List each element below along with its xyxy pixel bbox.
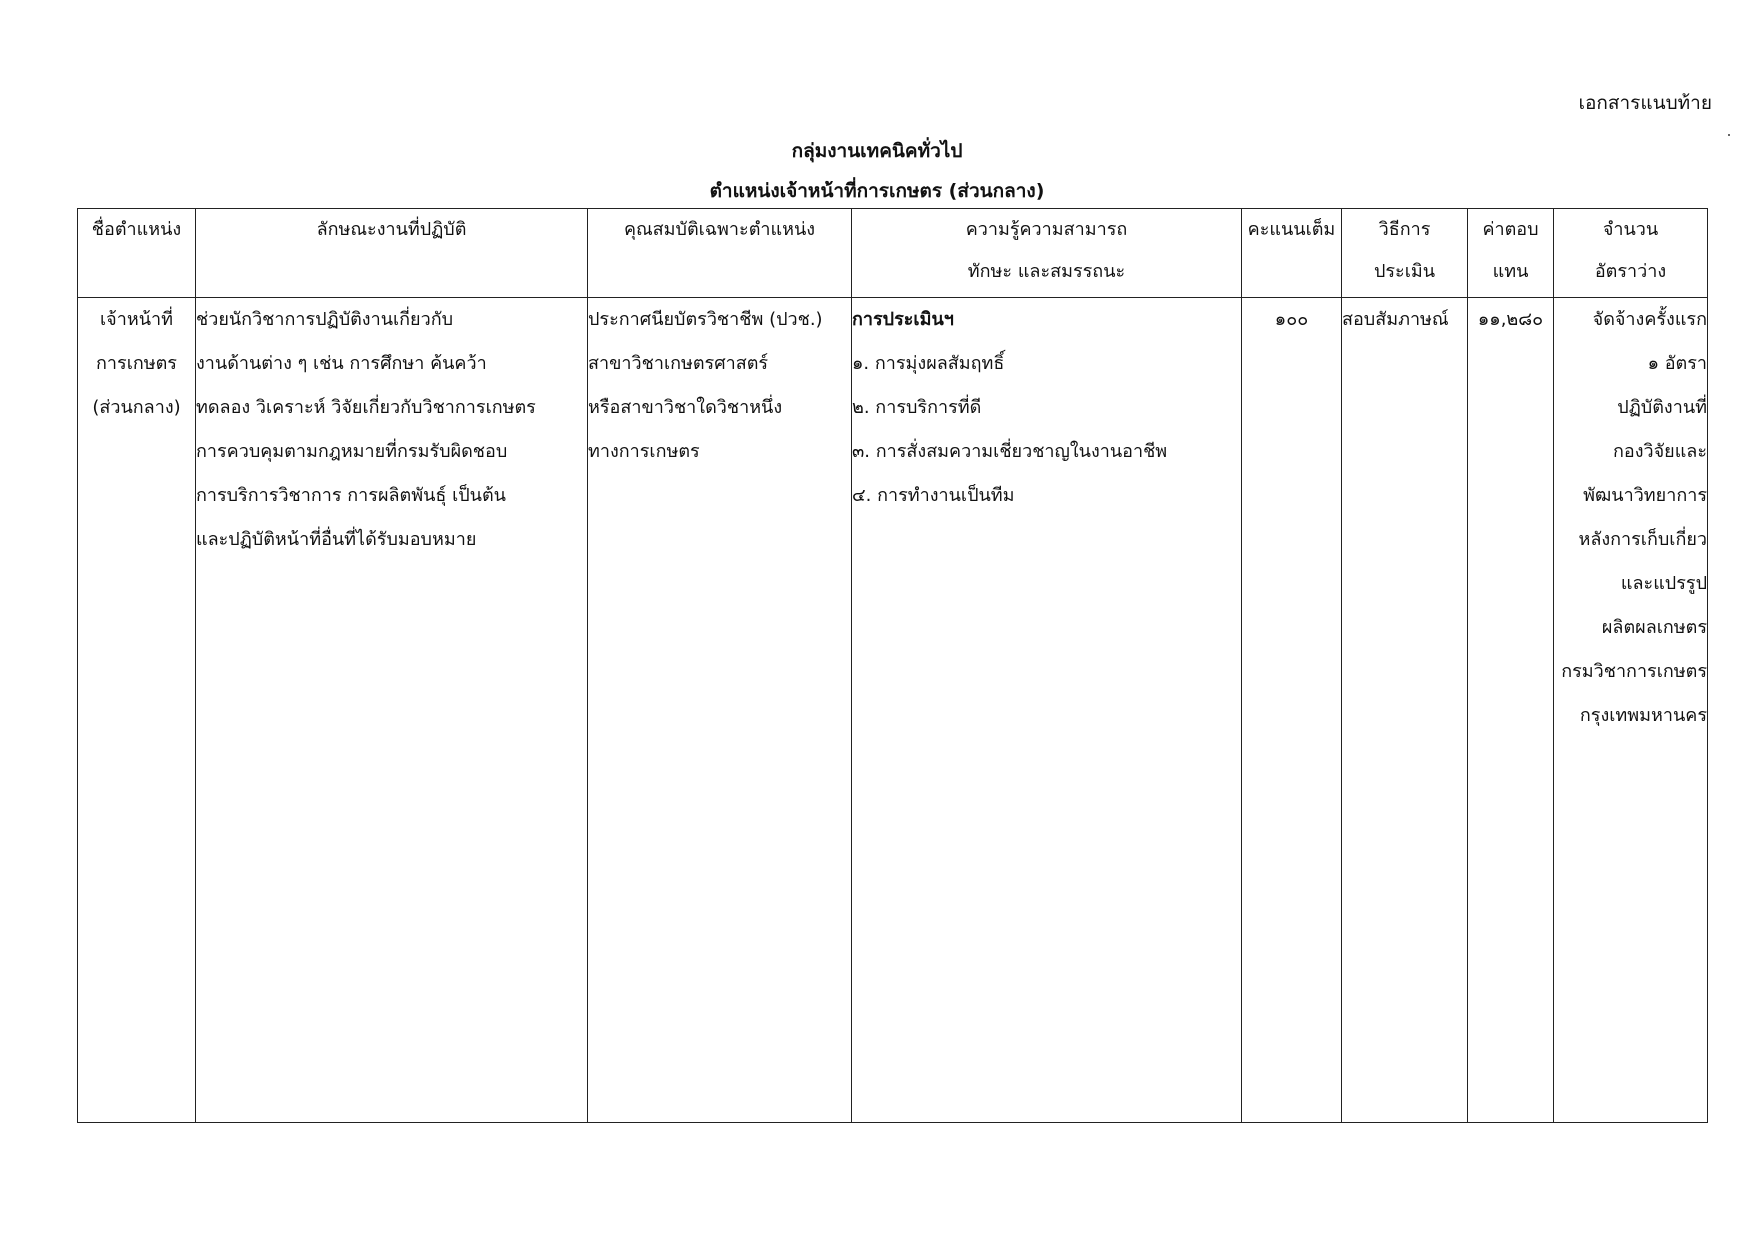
cell-pay: ๑๑,๒๘๐ (1468, 298, 1554, 1123)
group-title: กลุ่มงานเทคนิคทั่วไป (791, 140, 963, 162)
header-skills: ความรู้ความสามารถ ทักษะ และสมรรถนะ (852, 209, 1242, 298)
cell-vacancy: จัดจ้างครั้งแรก ๑ อัตรา ปฏิบัติงานที่ กองวิจัยและ พัฒนาวิทยาการ หลังการเก็บเกี่ยว และแปรรูป ผลิตผลเกษตร กรมวิชาการเกษตร กรุงเทพมหานคร (1554, 298, 1708, 1123)
header-vacancy: จำนวน อัตราว่าง (1554, 209, 1708, 298)
header-name: ชื่อตำแหน่ง (78, 209, 196, 298)
header-duty: ลักษณะงานที่ปฏิบัติ (196, 209, 588, 298)
header-qualification: คุณสมบัติเฉพาะตำแหน่ง (588, 209, 852, 298)
cell-position-name: เจ้าหน้าที่ การเกษตร (ส่วนกลาง) (78, 298, 196, 1123)
header-score: คะแนนเต็ม (1242, 209, 1342, 298)
cell-method: สอบสัมภาษณ์ (1342, 298, 1468, 1123)
cell-skills: การประเมินฯ ๑. การมุ่งผลสัมฤทธิ์ ๒. การบริการที่ดี ๓. การสั่งสมความเชี่ยวชาญในงานอาชีพ ๔. การทำงานเป็นทีม (852, 298, 1242, 1123)
cell-duty: ช่วยนักวิชาการปฏิบัติงานเกี่ยวกับ งานด้านต่าง ๆ เช่น การศึกษา ค้นคว้า ทดลอง วิเคราะห์ วิจัยเกี่ยวกับวิชาการเกษตร การควบคุมตามกฎหมายที่กรมรับผิดชอบ การบริการวิชาการ การผลิตพันธุ์ เป็นต้น และปฏิบัติหน้าที่อื่นที่ได้รับมอบหมาย (196, 298, 588, 1123)
table-row (78, 298, 1708, 1123)
header-method: วิธีการ ประเมิน (1342, 209, 1468, 298)
header-row (78, 209, 1708, 298)
cell-qualification: ประกาศนียบัตรวิชาชีพ (ปวช.) สาขาวิชาเกษตรศาสตร์ หรือสาขาวิชาใดวิชาหนึ่ง ทางการเกษตร (588, 298, 852, 1123)
position-table (77, 208, 1708, 1123)
cell-score: ๑๐๐ (1242, 298, 1342, 1123)
attachment-label: เอกสารแนบท้าย (1578, 92, 1712, 114)
header-pay: ค่าตอบ แทน (1468, 209, 1554, 298)
position-title: ตำแหน่งเจ้าหน้าที่การเกษตร (ส่วนกลาง) (709, 180, 1045, 202)
